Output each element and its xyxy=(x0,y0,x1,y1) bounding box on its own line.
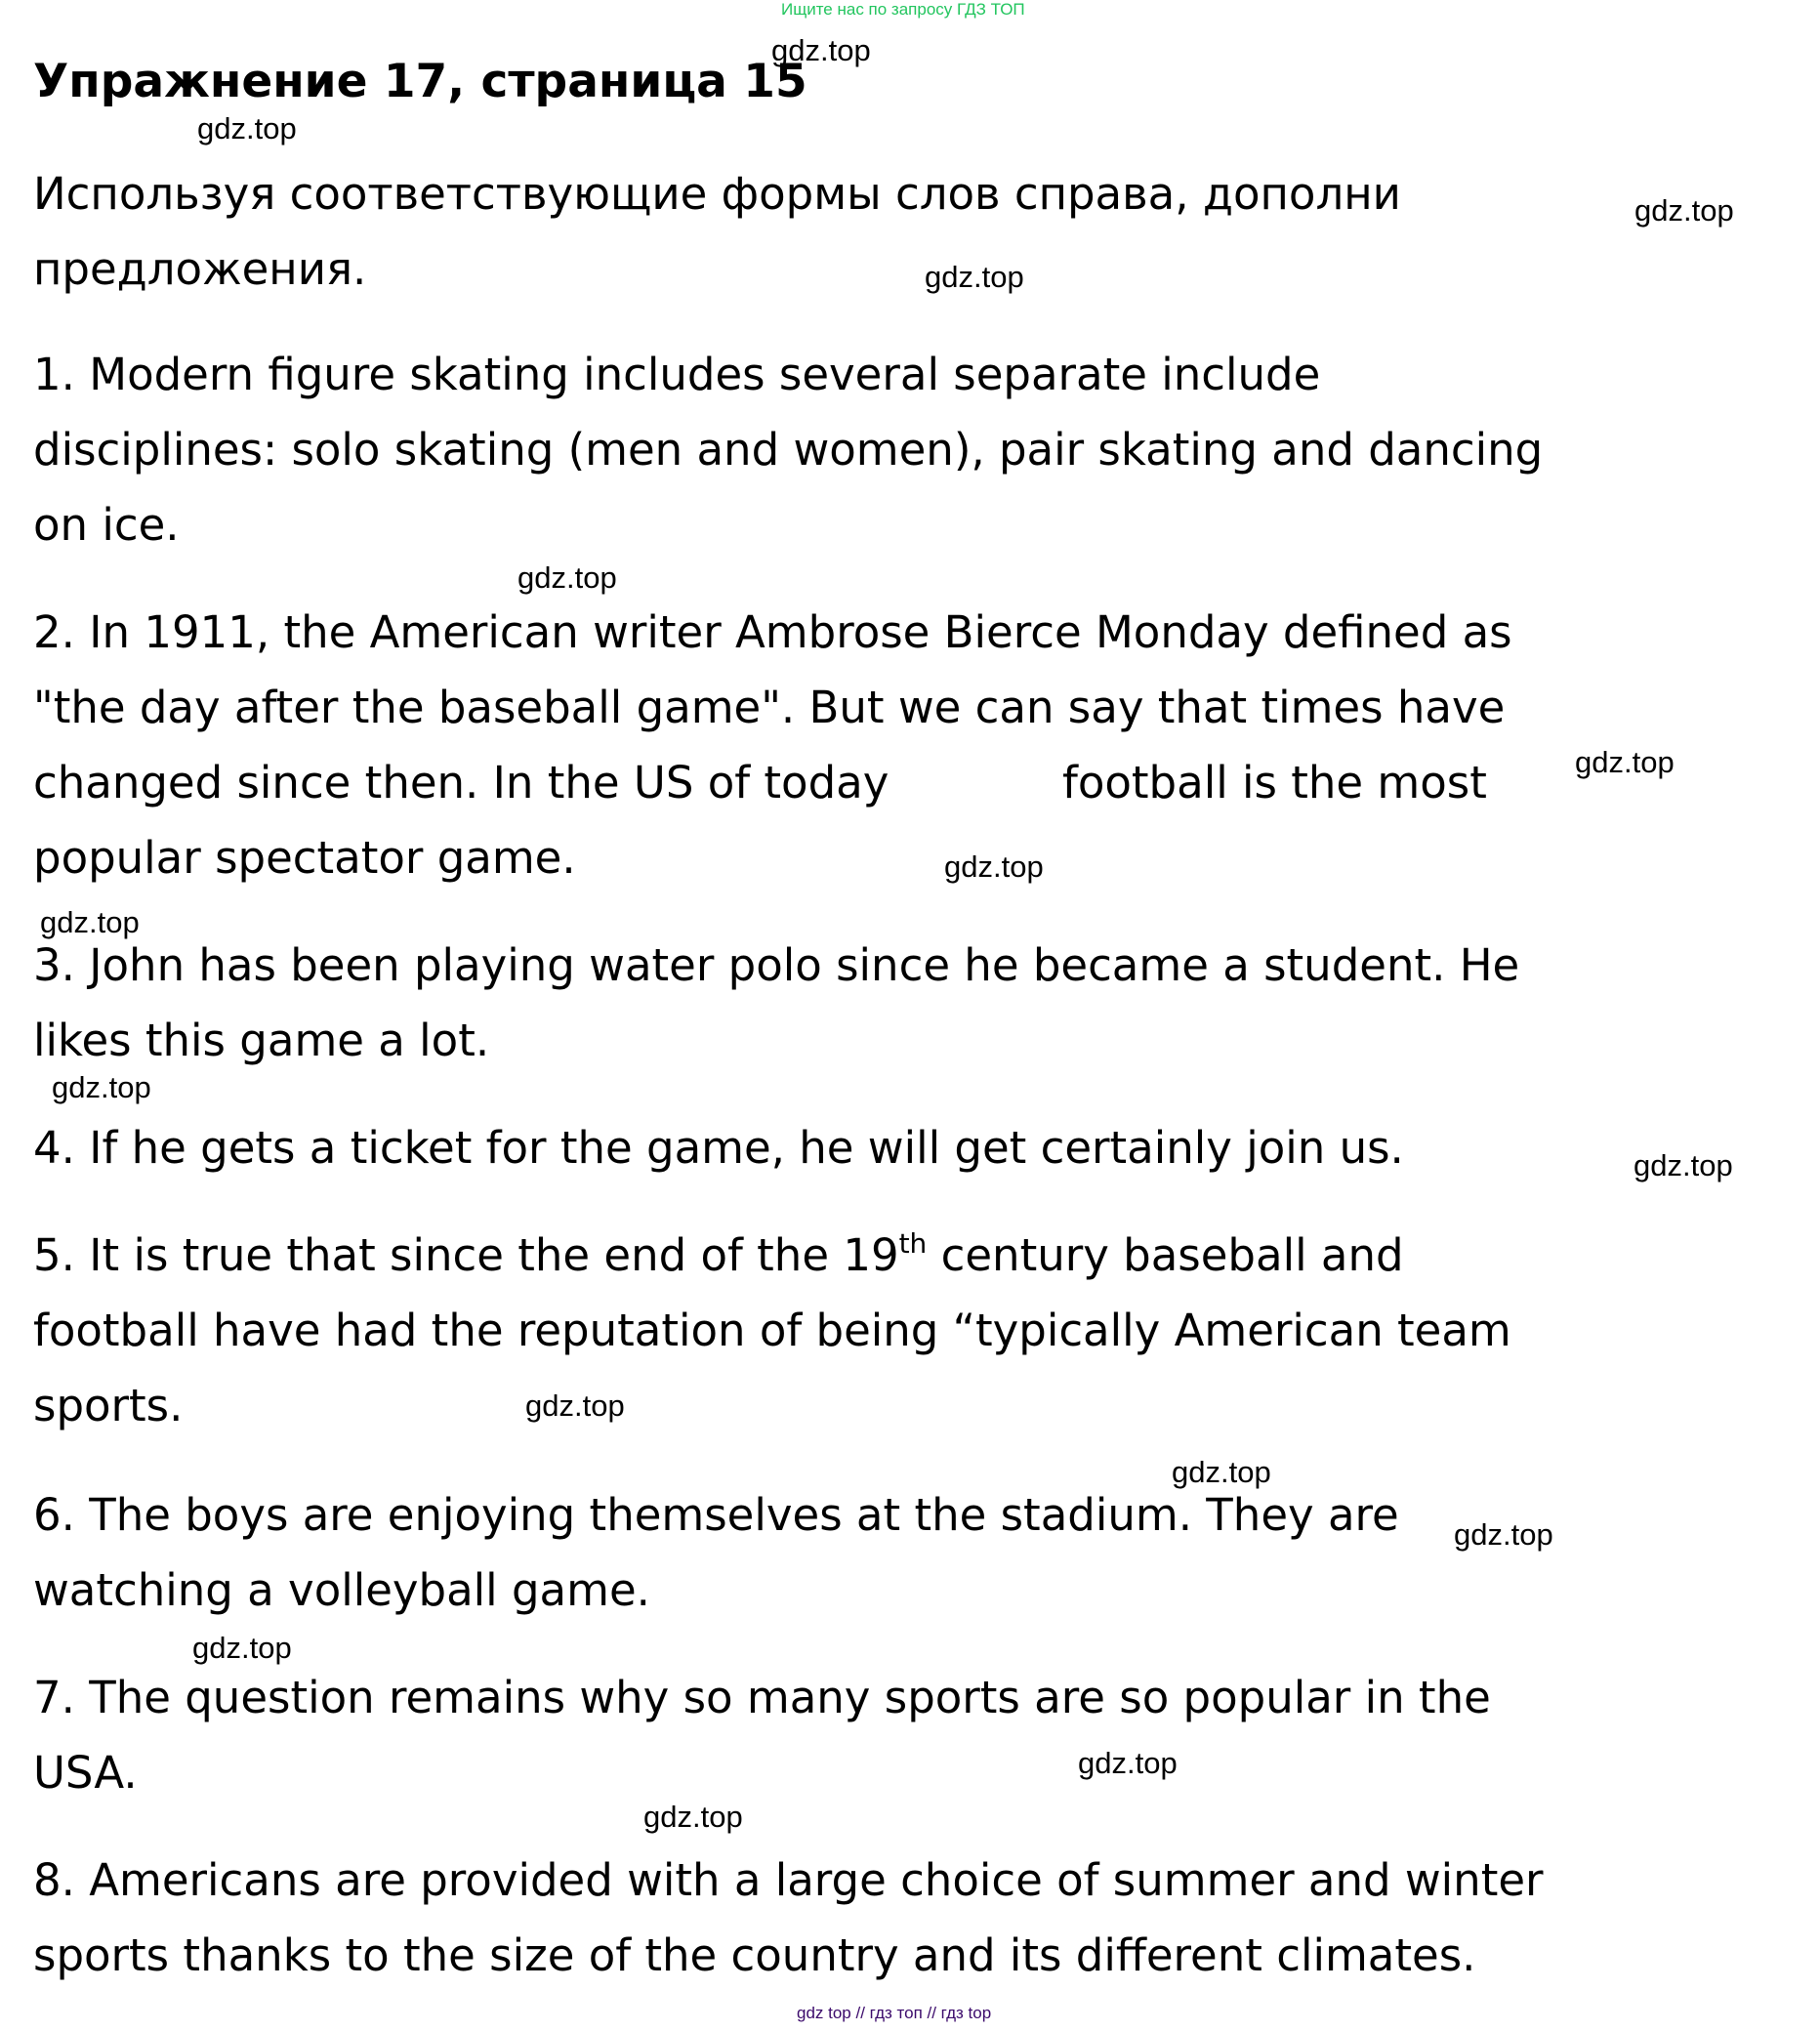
sentence-5-line: sports. xyxy=(33,1380,184,1431)
page-title: Упражнение 17, страница 15 xyxy=(33,55,807,108)
watermark: gdz.top xyxy=(525,1389,625,1423)
watermark: gdz.top xyxy=(517,560,617,595)
watermark: gdz.top xyxy=(944,850,1044,884)
watermark: gdz.top xyxy=(1078,1746,1178,1780)
sentence-1-line: 1. Modern figure skating includes several separate include xyxy=(33,349,1321,400)
footer-watermark: gdz top // гдз топ // гдз top xyxy=(797,2004,992,2022)
watermark: gdz.top xyxy=(1634,193,1734,228)
watermark: gdz.top xyxy=(771,33,871,67)
sentence-5-text: 5. It is true that since the end of the 19 xyxy=(33,1229,899,1281)
sentence-4-line: 4. If he gets a ticket for the game, he will get certainly join us. xyxy=(33,1122,1404,1174)
instruction-line: предложения. xyxy=(33,243,367,295)
sentence-7-line: USA. xyxy=(33,1747,138,1799)
watermark: gdz.top xyxy=(1575,745,1675,779)
sentence-3-line: 3. John has been playing water polo since he became a student. He xyxy=(33,939,1520,991)
watermark: gdz.top xyxy=(643,1800,743,1834)
watermark: gdz.top xyxy=(40,905,140,939)
sentence-5-text: century baseball and xyxy=(927,1229,1404,1281)
instruction-line: Используя соответствующие формы слов справа, дополни xyxy=(33,168,1401,220)
sentence-3-line: likes this game a lot. xyxy=(33,1015,490,1066)
watermark: gdz.top xyxy=(52,1070,151,1104)
watermark: gdz.top xyxy=(1454,1517,1553,1552)
sentence-2-line: "the day after the baseball game". But we can say that times have xyxy=(33,682,1506,733)
sentence-6-line: watching a volleyball game. xyxy=(33,1564,650,1616)
watermark: gdz.top xyxy=(192,1631,292,1665)
sentence-1-line: disciplines: solo skating (men and women), pair skating and dancing xyxy=(33,424,1544,476)
sentence-2-line: popular spectator game. xyxy=(33,832,576,884)
top-banner: Ищите нас по запросу ГДЗ ТОП xyxy=(781,0,1025,19)
watermark: gdz.top xyxy=(1634,1148,1733,1182)
sentence-8-line: 8. Americans are provided with a large choice of summer and winter xyxy=(33,1854,1544,1906)
watermark: gdz.top xyxy=(197,111,297,145)
sentence-2-line: 2. In 1911, the American writer Ambrose Bierce Monday defined as xyxy=(33,606,1512,658)
sentence-5-line: football have had the reputation of being “typically American team xyxy=(33,1305,1511,1356)
ordinal-suffix: th xyxy=(898,1227,928,1260)
watermark: gdz.top xyxy=(925,260,1024,294)
sentence-5-line xyxy=(33,1229,1404,1281)
sentence-2-line: football is the most xyxy=(1062,757,1487,808)
sentence-7-line: 7. The question remains why so many sports are so popular in the xyxy=(33,1672,1491,1723)
sentence-1-line: on ice. xyxy=(33,499,180,551)
watermark: gdz.top xyxy=(1172,1455,1271,1489)
sentence-6-line: 6. The boys are enjoying themselves at the stadium. They are xyxy=(33,1489,1399,1541)
sentence-8-line: sports thanks to the size of the country and its different climates. xyxy=(33,1929,1476,1981)
sentence-2-line: changed since then. In the US of today xyxy=(33,757,889,808)
